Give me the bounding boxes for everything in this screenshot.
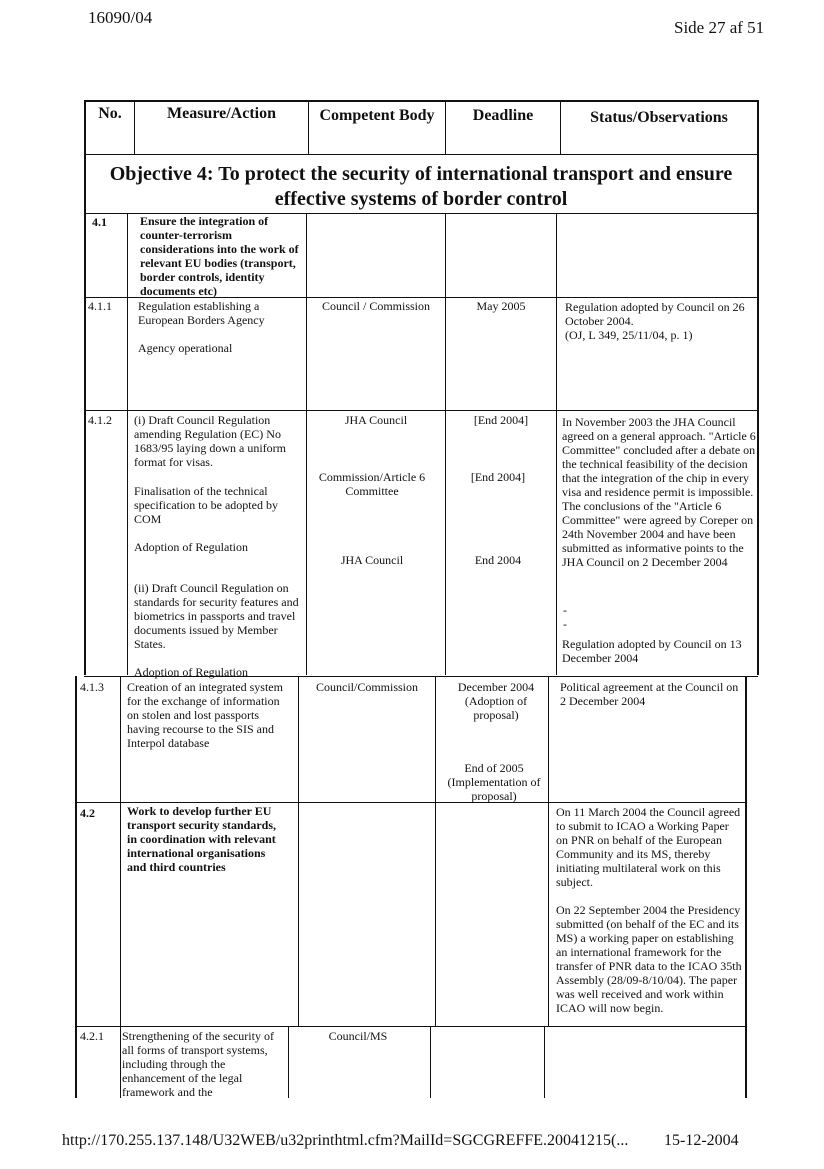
deadline-4-1-2-a: [End 2004] bbox=[473, 413, 529, 427]
measure-4-2-1: Strengthening of the security of all forms of transport systems, including through the enhancement of the legal framework and the bbox=[122, 1029, 274, 1099]
column-header-competent-body: Competent Body bbox=[319, 107, 435, 124]
body-4-1-2-b: Commission/Article 6 Committee bbox=[318, 470, 426, 498]
status-4-1-1-a: Regulation adopted by Council on 26 October 2004. bbox=[565, 300, 745, 328]
footer-url: http://170.255.137.148/U32WEB/u32printhtml.cfm?MailId=SGCGREFFE.20041215(... bbox=[62, 1132, 629, 1149]
row-number-4-1: 4.1 bbox=[92, 215, 107, 229]
row-number-4-1-1: 4.1.1 bbox=[88, 299, 112, 313]
measure-4-1-2-e: Adoption of Regulation bbox=[134, 665, 248, 679]
column-header-status: Status/Observations bbox=[590, 109, 728, 126]
measure-4-1-3: Creation of an integrated system for the exchange of information on stolen and lost passports having recourse to the SIS and Interpol database bbox=[127, 680, 283, 750]
row-number-4-2: 4.2 bbox=[80, 806, 95, 820]
deadline-4-1-3-b: End of 2005 (Implementation of proposal) bbox=[447, 761, 541, 803]
body-4-1-2-a: JHA Council bbox=[344, 413, 408, 427]
status-4-1-3: Political agreement at the Council on 2 December 2004 bbox=[560, 680, 739, 708]
status-4-1-2-dash-b: - bbox=[563, 617, 567, 631]
measure-4-1-2-d: (ii) Draft Council Regulation on standards for security features and biometrics in passports and travel documents issued by Member States. bbox=[134, 581, 299, 651]
status-4-1-2-b: Regulation adopted by Council on 13 December 2004 bbox=[562, 637, 742, 665]
body-4-2-1: Council/MS bbox=[328, 1029, 388, 1043]
page-number: Side 27 af 51 bbox=[674, 18, 765, 37]
status-4-2-a: On 11 March 2004 the Council agreed to submit to ICAO a Working Paper on PNR on behalf of the European Community and its MS, thereby initiating multilateral work on this subject. bbox=[556, 805, 741, 889]
deadline-4-1-3-a: December 2004 (Adoption of proposal) bbox=[457, 680, 535, 722]
measure-4-1-2-b: Finalisation of the technical specification to be adopted by COM bbox=[134, 484, 278, 526]
measure-4-1-2-a: (i) Draft Council Regulation amending Regulation (EC) No 1683/95 laying down a uniform format for visas. bbox=[134, 413, 286, 469]
measure-4-2: Work to develop further EU transport security standards, in coordination with relevant international organisations and third countries bbox=[127, 804, 276, 874]
objective-heading: Objective 4: To protect the security of international transport and ensure effective systems of border control bbox=[109, 163, 733, 210]
footer-date: 15-12-2004 bbox=[664, 1132, 739, 1149]
deadline-4-1-2-c: End 2004 bbox=[474, 553, 522, 567]
measure-4-1: Ensure the integration of counter-terrorism considerations into the work of relevant EU bodies (transport, border controls, identity documents etc) bbox=[140, 214, 299, 298]
measure-4-1-2-c: Adoption of Regulation bbox=[134, 540, 248, 554]
status-4-1-2-a: In November 2003 the JHA Council agreed on a general approach. "Article 6 Committee" concluded after a debate on the technical feasibility of the decision that the integration of the chip in every visa and residence permit is impossible. The conclusions of the "Article 6 Committee" were agreed by Coreper on 24th November 2004 and have been submitted as informative points to the JHA Council on 2 December 2004 bbox=[562, 415, 756, 569]
deadline-4-1-1: May 2005 bbox=[476, 299, 526, 313]
deadline-4-1-2-b: [End 2004] bbox=[470, 470, 526, 484]
row-number-4-2-1: 4.2.1 bbox=[80, 1029, 104, 1043]
measure-4-1-1-b: Agency operational bbox=[138, 341, 233, 355]
measure-4-1-1-a: Regulation establishing a European Borders Agency bbox=[138, 299, 265, 327]
column-header-deadline: Deadline bbox=[472, 107, 534, 124]
document-reference: 16090/04 bbox=[88, 8, 153, 27]
status-4-2-b: On 22 September 2004 the Presidency submitted (on behalf of the EC and its MS) a working paper on establishing an international framework for the transfer of PNR data to the ICAO 35th Assembly (28/09-8/10/04). The paper was well received and work within ICAO will now begin. bbox=[556, 903, 742, 1015]
row-number-4-1-3: 4.1.3 bbox=[80, 680, 104, 694]
body-4-1-1: Council / Commission bbox=[321, 299, 430, 313]
body-4-1-3: Council/Commission bbox=[315, 680, 418, 694]
body-4-1-2-c: JHA Council bbox=[340, 553, 404, 567]
status-4-1-1-b: (OJ, L 349, 25/11/04, p. 1) bbox=[565, 328, 693, 342]
column-header-no: No. bbox=[98, 105, 122, 122]
row-number-4-1-2: 4.1.2 bbox=[88, 413, 112, 427]
status-4-1-2-dash-a: - bbox=[563, 603, 567, 617]
column-header-measure: Measure/Action bbox=[166, 105, 276, 122]
